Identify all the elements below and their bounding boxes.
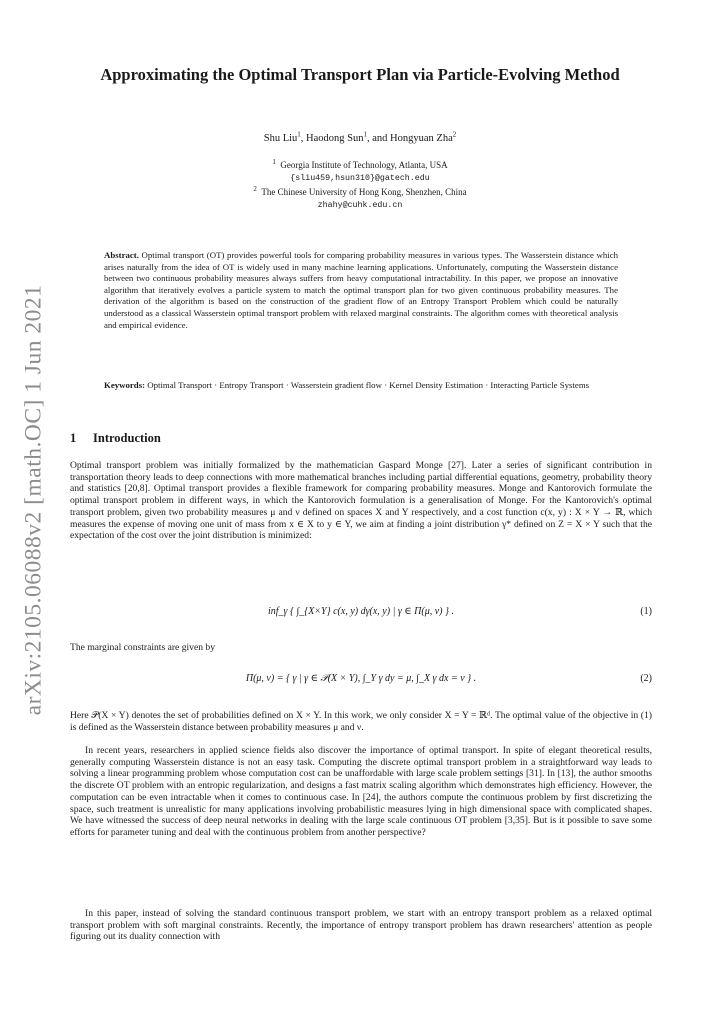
keywords-text: Optimal Transport · Entropy Transport · Wasserstein gradient flow · Kernel Density Estimation · Interacting Particle Systems bbox=[147, 380, 590, 390]
arxiv-id: arXiv:2105.06088v2 [math.OC] 1 Jun 2021 bbox=[20, 284, 47, 716]
arxiv-watermark bbox=[14, 284, 54, 716]
affiliation-email: zhahy@cuhk.edu.cn bbox=[317, 201, 403, 210]
author-list bbox=[70, 130, 650, 144]
keywords bbox=[104, 380, 618, 392]
intro-paragraph: Optimal transport problem was initially formalized by the mathematician Gaspard Monge [27]. Later a series of significant contribution in transportation theory leads to deep connections with more mathematical branches including partial differential equations, geometry, probability theory and statistics [20,8]. Optimal transport provides a flexible framework for comparing probability measures. Monge and Kantorovich formulate the optimal transport problem in different ways, in which the Kantorovich formulation is a generalisation of Monge. For the Kantorovich's optimal transport problem, given two probability measures μ and ν defined on spaces X and Y respectively, and a cost function c(x, y) : X × Y → ℝ, which measures the expense of moving one unit of mass from x ∈ X to y ∈ Y, we aim at finding a joint distribution γ* defined on Z = X × Y such that the expectation of the cost over the joint distribution is minimized: bbox=[70, 460, 652, 542]
author-separator: , bbox=[300, 133, 307, 144]
affiliation-mark: 1 bbox=[272, 158, 276, 166]
equation bbox=[70, 665, 652, 695]
section-heading bbox=[70, 431, 161, 446]
body-paragraph: The marginal constraints are given by bbox=[70, 642, 216, 653]
affiliation bbox=[70, 159, 650, 185]
author-separator: , and bbox=[367, 133, 391, 144]
section-number: 1 bbox=[70, 431, 77, 445]
author-name: Hongyuan Zha bbox=[390, 133, 453, 144]
equation-body: Π(μ, ν) = { γ | γ ∈ 𝒫(X × Y), ∫_Y γ dy = μ, ∫_X γ dx = ν } . bbox=[245, 673, 477, 684]
affiliation bbox=[70, 186, 650, 212]
equation bbox=[70, 598, 652, 628]
affiliation-name: Georgia Institute of Technology, Atlanta, USA bbox=[280, 160, 448, 170]
author-name: Haodong Sun bbox=[306, 133, 364, 144]
author-affil-mark: 2 bbox=[452, 130, 457, 139]
abstract bbox=[104, 250, 618, 331]
affiliation-name: The Chinese University of Hong Kong, Shenzhen, China bbox=[261, 187, 467, 197]
equation-body: inf_γ { ∫_{X×Y} c(x, y) dγ(x, y) | γ ∈ Π(μ, ν) } . bbox=[267, 606, 455, 617]
affiliation-mark: 2 bbox=[253, 185, 257, 193]
equation-number: (2) bbox=[640, 673, 652, 684]
abstract-text: Optimal transport (OT) provides powerful tools for comparing probability measures in various types. The Wasserstein distance which arises naturally from the idea of OT is widely used in many machine learning applications. Unfortunately, computing the Wasserstein distance between two continuous probability measures always suffers from heavy computational intractability. In this paper, we propose an innovative algorithm that iteratively evolves a particle system to match the optimal transport plan for two given continuous probability measures. The derivation of the algorithm is based on the construction of the gradient flow of an Entropy Transport Problem which could be naturally understood as a classical Wasserstein optimal transport problem with relaxed marginal constraints. The algorithm comes with theoretical analysis and empirical evidence. bbox=[104, 250, 618, 330]
body-paragraph: In recent years, researchers in applied science fields also discover the importance of optimal transport. In spite of elegant theoretical results, generally computing Wasserstein distance is not an easy task. Computing the discrete optimal transport problem in a straightforward way leads to solving a linear programming problem whose computation cost can be unaffordable with large scale problem settings [31]. In [13], the author smooths the discrete OT problem with an entropic regularization, and designs a fast matrix scaling algorithm which demonstrates high efficiency. However, the computation can be even intractable when it comes to continuous case. In [24], the authors compute the continuous problem by first discretizing the space, such treatment is unrealistic for many applications involving probabilistic measures lying in high dimensional space with complicated shapes. We have witnessed the success of deep neural networks in dealing with the large scale continuous OT problem [3,35]. But is it possible to save some efforts for parameter tuning and deal with the continuous problem from another perspective? bbox=[70, 745, 652, 838]
equation-number: (1) bbox=[640, 606, 652, 617]
body-paragraph: Here 𝒫(X × Y) denotes the set of probabilities defined on X × Y. In this work, we only consider X = Y = ℝᵈ. The optimal value of the objective in (1) is defined as the Wasserstein distance between probability measures μ and ν. bbox=[70, 710, 652, 733]
author-affil-mark: 1 bbox=[297, 130, 301, 139]
author-name: Shu Liu bbox=[263, 133, 298, 144]
author-affil-mark: 1 bbox=[363, 130, 367, 139]
abstract-label: Abstract. bbox=[104, 250, 139, 260]
section-title: Introduction bbox=[93, 431, 161, 445]
affiliation-email: {sliu459,hsun310}@gatech.edu bbox=[290, 174, 430, 183]
keywords-label: Keywords: bbox=[104, 380, 146, 390]
body-paragraph: In this paper, instead of solving the standard continuous transport problem, we start with an entropy transport problem as a relaxed optimal transport problem with soft marginal constraints. Recently, the importance of entropy transport problem has drawn researchers' attention as people figuring out its duality connection with bbox=[70, 908, 652, 943]
paper-title: Approximating the Optimal Transport Plan via Particle-Evolving Method bbox=[100, 65, 620, 84]
